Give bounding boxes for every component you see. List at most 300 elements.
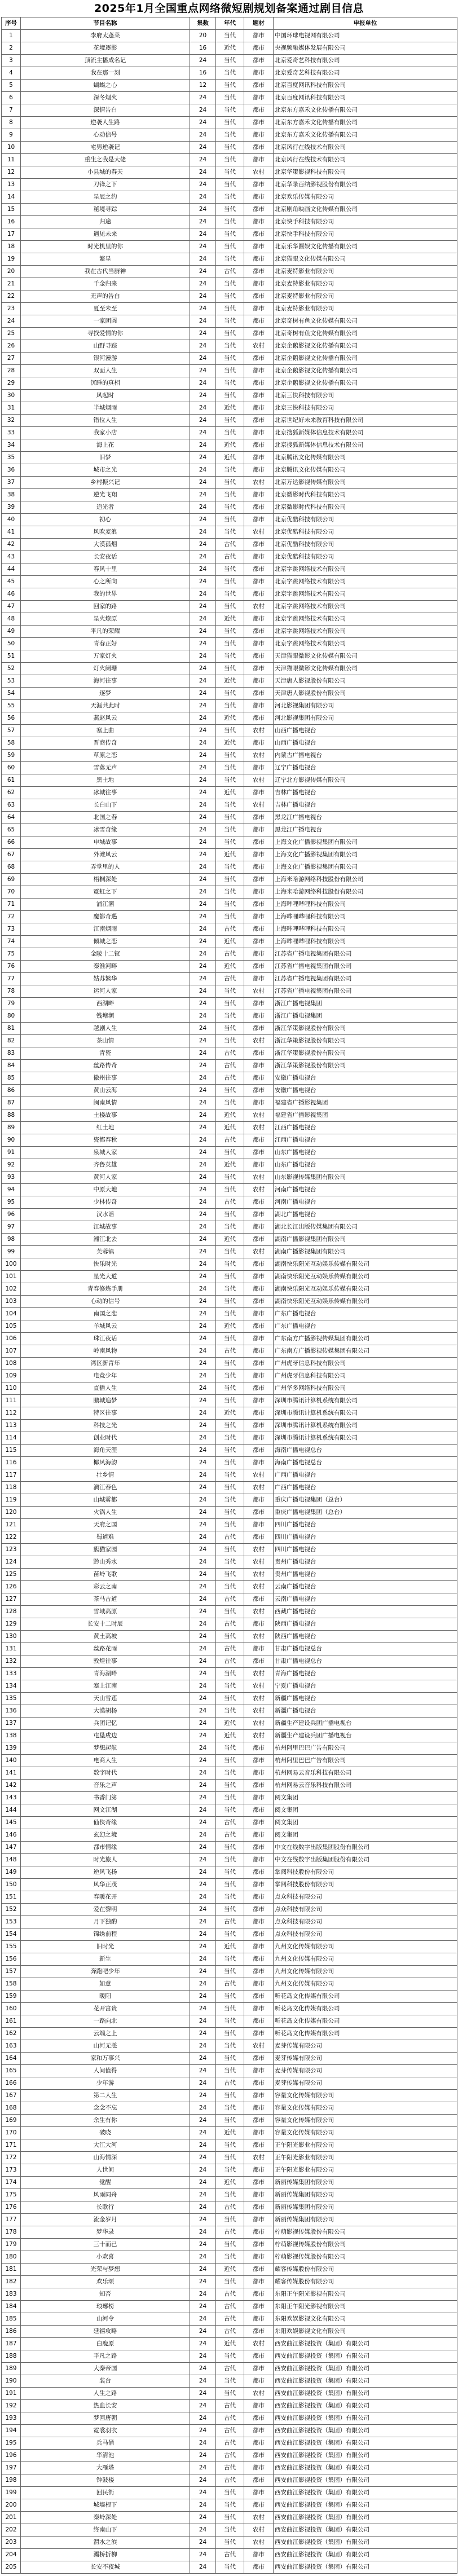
cell-episodes: 24 xyxy=(190,551,216,563)
table-row xyxy=(2,142,457,154)
cell-genre: 都市 xyxy=(244,1817,274,1829)
cell-episodes: 24 xyxy=(190,874,216,886)
cell-applicant: 河北影视集团有限公司 xyxy=(274,712,457,725)
cell-index: 108 xyxy=(2,1358,21,1370)
cell-program-name: 人世间 xyxy=(21,2164,190,2177)
cell-index: 182 xyxy=(2,2276,21,2288)
cell-program-name: 人生之路 xyxy=(21,2388,190,2400)
cell-program-name: 逐梦 xyxy=(21,688,190,700)
cell-program-name: 天涯共此时 xyxy=(21,700,190,712)
cell-genre: 都市 xyxy=(244,266,274,278)
cell-applicant: 河南广播电视台 xyxy=(274,1184,457,1196)
table-row xyxy=(2,899,457,911)
cell-episodes: 24 xyxy=(190,1296,216,1308)
cell-genre: 都市 xyxy=(244,1296,274,1308)
cell-genre: 都市 xyxy=(244,551,274,563)
cell-index: 118 xyxy=(2,1482,21,1494)
cell-index: 86 xyxy=(2,1085,21,1097)
table-row xyxy=(2,390,457,402)
table-row xyxy=(2,1196,457,1209)
cell-genre: 都市 xyxy=(244,2437,274,2450)
cell-index: 103 xyxy=(2,1296,21,1308)
cell-index: 82 xyxy=(2,1035,21,1047)
cell-genre: 都市 xyxy=(244,1978,274,1991)
cell-index: 84 xyxy=(2,1060,21,1072)
table-row xyxy=(2,278,457,290)
cell-applicant: 湖南快乐阳光互动娱乐传媒有限公司 xyxy=(274,1258,457,1271)
cell-genre: 都市 xyxy=(244,328,274,340)
cell-index: 13 xyxy=(2,179,21,191)
cell-era: 当代 xyxy=(216,1631,244,1643)
cell-genre: 都市 xyxy=(244,1804,274,1817)
cell-index: 5 xyxy=(2,80,21,92)
cell-episodes: 24 xyxy=(190,936,216,948)
table-row xyxy=(2,2015,457,2028)
cell-program-name: 音乐之声 xyxy=(21,1780,190,1792)
cell-index: 2 xyxy=(2,42,21,55)
cell-index: 136 xyxy=(2,1705,21,1718)
cell-era: 当代 xyxy=(216,2375,244,2388)
cell-applicant: 广西广播电视台 xyxy=(274,1482,457,1494)
cell-era: 当代 xyxy=(216,1370,244,1382)
cell-episodes: 24 xyxy=(190,1109,216,1122)
table-row xyxy=(2,2003,457,2015)
cell-genre: 农村 xyxy=(244,1693,274,1705)
cell-program-name: 海河往事 xyxy=(21,675,190,688)
table-row xyxy=(2,1978,457,1991)
cell-genre: 都市 xyxy=(244,2375,274,2388)
table-row xyxy=(2,1941,457,1953)
cell-episodes: 24 xyxy=(190,1606,216,1618)
table-row xyxy=(2,166,457,179)
cell-episodes: 24 xyxy=(190,1891,216,1904)
cell-applicant: 北京优酷科技有限公司 xyxy=(274,526,457,539)
cell-episodes: 24 xyxy=(190,2499,216,2512)
table-row xyxy=(2,290,457,303)
table-row xyxy=(2,2549,457,2561)
table-row xyxy=(2,303,457,315)
cell-episodes: 24 xyxy=(190,1358,216,1370)
cell-genre: 都市 xyxy=(244,588,274,601)
cell-program-name: 科技之光 xyxy=(21,1420,190,1432)
cell-program-name: 暖阳 xyxy=(21,1991,190,2003)
cell-episodes: 24 xyxy=(190,2512,216,2524)
cell-applicant: 西安曲江影视投资（集团）有限公司 xyxy=(274,2400,457,2412)
cell-genre: 农村 xyxy=(244,340,274,353)
cell-episodes: 24 xyxy=(190,750,216,762)
cell-genre: 都市 xyxy=(244,1097,274,1109)
cell-genre: 都市 xyxy=(244,415,274,427)
cell-genre: 都市 xyxy=(244,836,274,849)
cell-genre: 都市 xyxy=(244,675,274,688)
cell-applicant: 上海文化广播影视集团有限公司 xyxy=(274,861,457,874)
cell-genre: 都市 xyxy=(244,1010,274,1023)
cell-episodes: 24 xyxy=(190,142,216,154)
cell-index: 76 xyxy=(2,961,21,973)
cell-program-name: 蝴蝶之心 xyxy=(21,80,190,92)
cell-era: 古代 xyxy=(216,1531,244,1544)
cell-applicant: 九州文化传媒有限公司 xyxy=(274,1941,457,1953)
cell-era: 当代 xyxy=(216,1569,244,1581)
cell-program-name: 都市情缘 xyxy=(21,1842,190,1854)
cell-program-name: 时光旅人 xyxy=(21,1854,190,1866)
cell-program-name: 秦淮河畔 xyxy=(21,961,190,973)
cell-applicant: 内蒙古广播电视台 xyxy=(274,750,457,762)
cell-index: 98 xyxy=(2,1234,21,1246)
cell-genre: 都市 xyxy=(244,2139,274,2152)
cell-applicant: 云南广播电视台 xyxy=(274,1593,457,1606)
cell-era: 古代 xyxy=(216,2313,244,2326)
cell-program-name: 彩云之南 xyxy=(21,1581,190,1593)
cell-program-name: 琅琊榜 xyxy=(21,2301,190,2313)
cell-index: 19 xyxy=(2,253,21,266)
cell-index: 180 xyxy=(2,2251,21,2264)
cell-applicant: 新丽传媒集团有限公司 xyxy=(274,2177,457,2189)
table-row xyxy=(2,2561,457,2574)
cell-program-name: 深情告白 xyxy=(21,104,190,117)
table-row xyxy=(2,601,457,613)
cell-genre: 都市 xyxy=(244,1258,274,1271)
cell-applicant: 青海广播电视台 xyxy=(274,1668,457,1680)
cell-era: 当代 xyxy=(216,1767,244,1780)
cell-index: 196 xyxy=(2,2450,21,2462)
cell-program-name: 晋商传奇 xyxy=(21,737,190,750)
cell-index: 144 xyxy=(2,1804,21,1817)
cell-genre: 都市 xyxy=(244,1941,274,1953)
cell-episodes: 24 xyxy=(190,2102,216,2115)
cell-episodes: 24 xyxy=(190,1159,216,1172)
table-row xyxy=(2,1333,457,1345)
cell-era: 当代 xyxy=(216,1953,244,1966)
cell-genre: 都市 xyxy=(244,1767,274,1780)
cell-index: 77 xyxy=(2,973,21,985)
table-row xyxy=(2,2338,457,2350)
cell-genre: 都市 xyxy=(244,2065,274,2077)
cell-genre: 都市 xyxy=(244,1854,274,1866)
cell-program-name: 魔都奇遇 xyxy=(21,911,190,923)
cell-applicant: 宁夏广播电视台 xyxy=(274,1680,457,1693)
cell-index: 110 xyxy=(2,1382,21,1395)
table-row xyxy=(2,1817,457,1829)
cell-applicant: 西安曲江影视投资（集团）有限公司 xyxy=(274,2412,457,2425)
table-row xyxy=(2,80,457,92)
cell-index: 179 xyxy=(2,2239,21,2251)
cell-era: 近代 xyxy=(216,1122,244,1134)
cell-program-name: 北国之春 xyxy=(21,812,190,824)
cell-applicant: 江西广播电视台 xyxy=(274,1134,457,1147)
cell-applicant: 四川广播电视台 xyxy=(274,1531,457,1544)
cell-program-name: 家和万事兴 xyxy=(21,2053,190,2065)
cell-program-name: 风华正茂 xyxy=(21,1879,190,1891)
cell-genre: 都市 xyxy=(244,688,274,700)
cell-episodes: 24 xyxy=(190,1531,216,1544)
cell-program-name: 平凡之路 xyxy=(21,2350,190,2363)
cell-episodes: 24 xyxy=(190,191,216,204)
cell-program-name: 土楼故事 xyxy=(21,1109,190,1122)
cell-applicant: 天津唐人影视股份有限公司 xyxy=(274,675,457,688)
cell-episodes: 24 xyxy=(190,1494,216,1507)
cell-genre: 都市 xyxy=(244,2214,274,2226)
cell-index: 97 xyxy=(2,1221,21,1234)
table-row xyxy=(2,2115,457,2127)
cell-genre: 都市 xyxy=(244,464,274,477)
cell-era: 当代 xyxy=(216,2499,244,2512)
cell-program-name: 屯垦戍边 xyxy=(21,1730,190,1742)
table-row xyxy=(2,104,457,117)
cell-applicant: 广东南方广播影视传媒集团有限公司 xyxy=(274,1333,457,1345)
cell-episodes: 24 xyxy=(190,2264,216,2276)
cell-era: 当代 xyxy=(216,836,244,849)
cell-applicant: 湖南快乐阳光互动娱乐传媒有限公司 xyxy=(274,1283,457,1296)
cell-index: 104 xyxy=(2,1308,21,1320)
cell-program-name: 回民街 xyxy=(21,2487,190,2499)
cell-program-name: 梦回唐朝 xyxy=(21,2412,190,2425)
cell-program-name: 遇见未来 xyxy=(21,228,190,241)
cell-applicant: 西安曲江影视投资（集团）有限公司 xyxy=(274,2450,457,2462)
cell-genre: 农村 xyxy=(244,774,274,787)
cell-index: 186 xyxy=(2,2326,21,2338)
table-row xyxy=(2,30,457,42)
table-row xyxy=(2,861,457,874)
cell-genre: 都市 xyxy=(244,129,274,142)
cell-program-name: 我在那一刻 xyxy=(21,67,190,80)
cell-genre: 都市 xyxy=(244,439,274,452)
cell-era: 当代 xyxy=(216,824,244,836)
table-row xyxy=(2,1804,457,1817)
cell-episodes: 24 xyxy=(190,886,216,899)
cell-era: 当代 xyxy=(216,1246,244,1258)
table-row xyxy=(2,2313,457,2326)
cell-applicant: 山西广播电视台 xyxy=(274,725,457,737)
cell-genre: 都市 xyxy=(244,1531,274,1544)
table-row xyxy=(2,1147,457,1159)
cell-era: 当代 xyxy=(216,2214,244,2226)
cell-episodes: 24 xyxy=(190,315,216,328)
cell-program-name: 灯火阑珊 xyxy=(21,663,190,675)
table-row xyxy=(2,1854,457,1866)
cell-index: 140 xyxy=(2,1755,21,1767)
table-row xyxy=(2,1668,457,1680)
cell-program-name: 汉水谣 xyxy=(21,1209,190,1221)
table-row xyxy=(2,1593,457,1606)
cell-episodes: 24 xyxy=(190,1742,216,1755)
cell-era: 当代 xyxy=(216,985,244,998)
table-row xyxy=(2,1035,457,1047)
cell-index: 124 xyxy=(2,1556,21,1569)
cell-era: 当代 xyxy=(216,30,244,42)
cell-applicant: 四川广播电视台 xyxy=(274,1544,457,1556)
cell-program-name: 乡村振兴记 xyxy=(21,477,190,489)
cell-program-name: 特区往事 xyxy=(21,1407,190,1420)
cell-program-name: 星光大道 xyxy=(21,1271,190,1283)
cell-genre: 都市 xyxy=(244,1655,274,1668)
cell-program-name: 瓷都春秋 xyxy=(21,1134,190,1147)
cell-era: 当代 xyxy=(216,1457,244,1469)
cell-index: 87 xyxy=(2,1097,21,1109)
table-row xyxy=(2,129,457,142)
cell-applicant: 西安曲江影视投资（集团）有限公司 xyxy=(274,2549,457,2561)
cell-program-name: 半城烟雨 xyxy=(21,402,190,415)
cell-applicant: 容量文化传媒有限公司 xyxy=(274,2102,457,2115)
cell-index: 173 xyxy=(2,2164,21,2177)
cell-applicant: 正午阳光影业有限公司 xyxy=(274,2139,457,2152)
cell-applicant: 容量文化传媒有限公司 xyxy=(274,2115,457,2127)
cell-applicant: 深圳市腾讯计算机系统有限公司 xyxy=(274,1407,457,1420)
cell-episodes: 24 xyxy=(190,266,216,278)
cell-era: 当代 xyxy=(216,812,244,824)
cell-episodes: 24 xyxy=(190,415,216,427)
cell-index: 70 xyxy=(2,886,21,899)
cell-program-name: 花开富贵 xyxy=(21,2003,190,2015)
cell-era: 古代 xyxy=(216,1047,244,1060)
table-row xyxy=(2,2177,457,2189)
cell-era: 当代 xyxy=(216,1333,244,1345)
table-row xyxy=(2,514,457,526)
cell-applicant: 湖南快乐阳光互动娱乐传媒有限公司 xyxy=(274,1296,457,1308)
cell-program-name: 燕赵风云 xyxy=(21,712,190,725)
cell-episodes: 24 xyxy=(190,2115,216,2127)
cell-episodes: 24 xyxy=(190,427,216,439)
cell-era: 古代 xyxy=(216,266,244,278)
cell-applicant: 柠萌影视传媒股份有限公司 xyxy=(274,2239,457,2251)
cell-genre: 都市 xyxy=(244,42,274,55)
cell-episodes: 24 xyxy=(190,514,216,526)
cell-episodes: 24 xyxy=(190,1879,216,1891)
cell-index: 15 xyxy=(2,204,21,216)
cell-index: 95 xyxy=(2,1196,21,1209)
table-row xyxy=(2,2450,457,2462)
cell-applicant: 江苏省广播电视集团有限公司 xyxy=(274,961,457,973)
table-row xyxy=(2,1271,457,1283)
cell-applicant: 北京优酷科技有限公司 xyxy=(274,551,457,563)
cell-program-name: 金陵十二钗 xyxy=(21,948,190,961)
cell-genre: 都市 xyxy=(244,663,274,675)
cell-index: 64 xyxy=(2,812,21,824)
cell-applicant: 北京奇树有鱼文化传媒有限公司 xyxy=(274,328,457,340)
cell-genre: 农村 xyxy=(244,477,274,489)
cell-era: 当代 xyxy=(216,1904,244,1916)
cell-applicant: 麦芽传媒有限公司 xyxy=(274,2040,457,2053)
cell-episodes: 20 xyxy=(190,30,216,42)
table-row xyxy=(2,1991,457,2003)
table-body xyxy=(2,30,457,2574)
cell-episodes: 24 xyxy=(190,1718,216,1730)
cell-index: 162 xyxy=(2,2028,21,2040)
cell-index: 188 xyxy=(2,2350,21,2363)
cell-era: 近代 xyxy=(216,2338,244,2350)
cell-episodes: 24 xyxy=(190,774,216,787)
cell-program-name: 兵团记忆 xyxy=(21,1718,190,1730)
cell-index: 34 xyxy=(2,439,21,452)
cell-applicant: 甘肃广播电视总台 xyxy=(274,1643,457,1655)
cell-program-name: 青海湖畔 xyxy=(21,1668,190,1680)
cell-genre: 都市 xyxy=(244,2462,274,2474)
cell-episodes: 24 xyxy=(190,601,216,613)
cell-program-name: 秦岭深处 xyxy=(21,2512,190,2524)
cell-index: 127 xyxy=(2,1593,21,1606)
cell-index: 78 xyxy=(2,985,21,998)
cell-episodes: 24 xyxy=(190,390,216,402)
cell-era: 当代 xyxy=(216,1469,244,1482)
cell-index: 96 xyxy=(2,1209,21,1221)
cell-applicant: 云南广播电视台 xyxy=(274,1581,457,1593)
cell-applicant: 中国环球电视网有限公司 xyxy=(274,30,457,42)
cell-era: 古代 xyxy=(216,1618,244,1631)
table-row xyxy=(2,725,457,737)
cell-applicant: 安徽广播电视台 xyxy=(274,1085,457,1097)
cell-program-name: 流金岁月 xyxy=(21,2214,190,2226)
cell-episodes: 24 xyxy=(190,278,216,290)
cell-era: 古代 xyxy=(216,2400,244,2412)
cell-index: 11 xyxy=(2,154,21,166)
table-row xyxy=(2,998,457,1010)
cell-genre: 都市 xyxy=(244,1395,274,1407)
cell-applicant: 广州虎牙信息科技有限公司 xyxy=(274,1358,457,1370)
cell-era: 当代 xyxy=(216,1308,244,1320)
cell-program-name: 城墙根下 xyxy=(21,2499,190,2512)
table-row xyxy=(2,688,457,700)
cell-genre: 都市 xyxy=(244,2450,274,2462)
cell-episodes: 24 xyxy=(190,824,216,836)
cell-genre: 都市 xyxy=(244,1792,274,1804)
cell-applicant: 四川广播电视台 xyxy=(274,1519,457,1531)
cell-genre: 农村 xyxy=(244,601,274,613)
cell-index: 177 xyxy=(2,2214,21,2226)
cell-program-name: 蜀道难 xyxy=(21,1531,190,1544)
table-row xyxy=(2,1047,457,1060)
cell-index: 4 xyxy=(2,67,21,80)
cell-episodes: 24 xyxy=(190,1569,216,1581)
cell-episodes: 24 xyxy=(190,2003,216,2015)
table-row xyxy=(2,1395,457,1407)
cell-applicant: 湖北广播电视台 xyxy=(274,1209,457,1221)
table-row xyxy=(2,340,457,353)
cell-applicant: 北京快手科技有限公司 xyxy=(274,216,457,228)
cell-genre: 都市 xyxy=(244,402,274,415)
cell-episodes: 24 xyxy=(190,154,216,166)
table-row xyxy=(2,2412,457,2425)
cell-era: 当代 xyxy=(216,353,244,365)
cell-episodes: 24 xyxy=(190,2437,216,2450)
cell-era: 近代 xyxy=(216,2264,244,2276)
cell-index: 102 xyxy=(2,1283,21,1296)
cell-index: 117 xyxy=(2,1469,21,1482)
table-row xyxy=(2,911,457,923)
cell-index: 150 xyxy=(2,1879,21,1891)
cell-program-name: 湾区新青年 xyxy=(21,1358,190,1370)
cell-episodes: 24 xyxy=(190,688,216,700)
cell-genre: 都市 xyxy=(244,2053,274,2065)
cell-program-name: 钟鼓楼 xyxy=(21,2474,190,2487)
cell-era: 古代 xyxy=(216,973,244,985)
cell-genre: 都市 xyxy=(244,1866,274,1879)
cell-program-name: 奔跑吧少年 xyxy=(21,1966,190,1978)
cell-genre: 都市 xyxy=(244,1308,274,1320)
cell-applicant: 西安曲江影视投资（集团）有限公司 xyxy=(274,2462,457,2474)
cell-episodes: 24 xyxy=(190,1283,216,1296)
cell-era: 古代 xyxy=(216,2201,244,2214)
cell-applicant: 阅文集团 xyxy=(274,1817,457,1829)
cell-genre: 都市 xyxy=(244,737,274,750)
table-row xyxy=(2,1705,457,1718)
cell-program-name: 长白山下 xyxy=(21,799,190,812)
cell-episodes: 24 xyxy=(190,2450,216,2462)
cell-genre: 都市 xyxy=(244,2077,274,2090)
cell-era: 当代 xyxy=(216,1271,244,1283)
table-row xyxy=(2,42,457,55)
cell-applicant: 阅文集团 xyxy=(274,1792,457,1804)
cell-index: 44 xyxy=(2,563,21,576)
